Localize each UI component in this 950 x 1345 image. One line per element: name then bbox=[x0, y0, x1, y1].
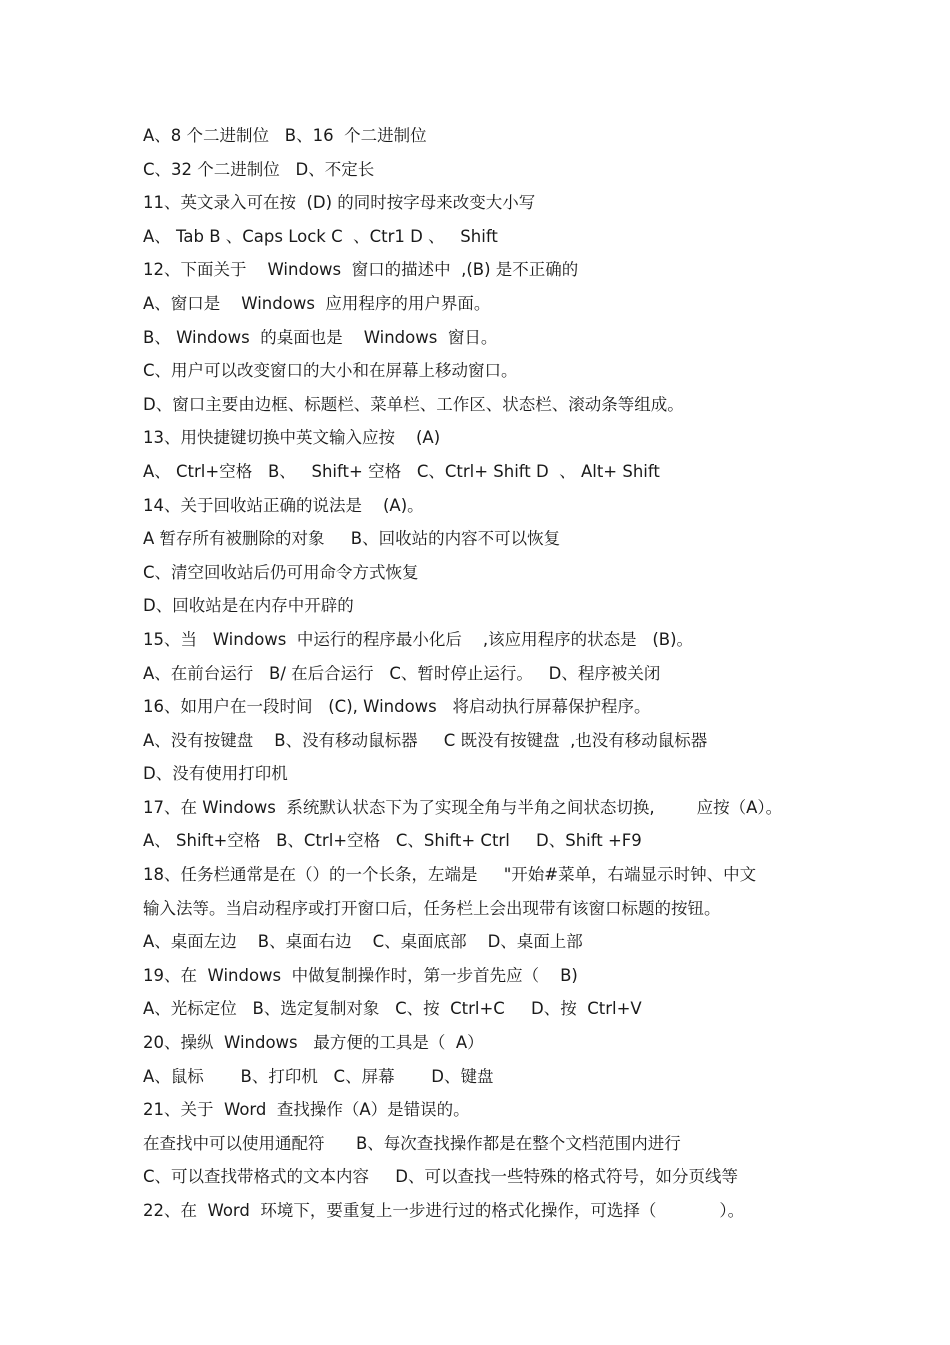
text-line: 20、操纵 Windows 最方便的工具是（ A） bbox=[143, 1033, 484, 1053]
text-line: A、窗口是 Windows 应用程序的用户界面。 bbox=[143, 293, 491, 313]
text-line: 在查找中可以使用通配符 B、每次查找操作都是在整个文档范围内进行 bbox=[143, 1133, 681, 1153]
document-body bbox=[143, 119, 823, 1228]
text-line: C、用户可以改变窗口的大小和在屏幕上移动窗口。 bbox=[143, 361, 518, 381]
text-line: B、 Windows 的桌面也是 Windows 窗日。 bbox=[143, 327, 498, 347]
text-line: A、 Shift+空格 B、Ctrl+空格 C、Shift+ Ctrl D、Shift +F9 bbox=[143, 831, 642, 851]
text-line: 21、关于 Word 查找操作（A）是错误的。 bbox=[143, 1100, 470, 1120]
text-line: 输入法等。当启动程序或打开窗口后，任务栏上会出现带有该窗口标题的按钮。 bbox=[143, 898, 721, 918]
text-line: D、没有使用打印机 bbox=[143, 764, 288, 784]
text-line: 19、在 Windows 中做复制操作时，第一步首先应（ B) bbox=[143, 965, 578, 985]
text-line: A、在前台运行 B/ 在后合运行 C、暂时停止运行。 D、程序被关闭 bbox=[143, 663, 661, 683]
text-line: A、 Ctrl+空格 B、 Shift+ 空格 C、Ctrl+ Shift D 、 Alt+ Shift bbox=[143, 461, 660, 481]
text-line: A、8 个二进制位 B、16 个二进制位 bbox=[143, 126, 427, 145]
text-line: A、 Tab B 、Caps Lock C 、Ctr1 D 、 Shift bbox=[143, 226, 498, 246]
text-line: 13、用快捷键切换中英文输入应按 (A) bbox=[143, 428, 441, 448]
text-line: A、光标定位 B、选定复制对象 C、按 Ctrl+C D、按 Ctrl+V bbox=[143, 999, 642, 1019]
text-line: A、鼠标 B、打印机 C、屏幕 D、键盘 bbox=[143, 1066, 494, 1086]
text-line: 18、任务栏通常是在（）的一个长条，左端是 "开始#菜单，右端显示时钟、中文 bbox=[143, 865, 757, 885]
text-line: D、回收站是在内存中开辟的 bbox=[143, 596, 354, 616]
text-line: C、可以查找带格式的文本内容 D、可以查找一些特殊的格式符号，如分页线等 bbox=[143, 1167, 738, 1187]
text-line: 16、如用户在一段时间 (C), Windows 将启动执行屏幕保护程序。 bbox=[143, 697, 651, 717]
text-line: 17、在 Windows 系统默认状态下为了实现全角与半角之间状态切换, 应按（A）。 bbox=[143, 797, 783, 817]
text-line: 14、关于回收站正确的说法是 (A)。 bbox=[143, 495, 424, 515]
text-line: A、桌面左边 B、桌面右边 C、桌面底部 D、桌面上部 bbox=[143, 932, 583, 952]
text-line: C、32 个二进制位 D、不定长 bbox=[143, 159, 375, 179]
text-line: A、没有按键盘 B、没有移动鼠标器 C 既没有按键盘 ,也没有移动鼠标器 bbox=[143, 730, 708, 750]
text-line: 22、在 Word 环境下，要重复上一步进行过的格式化操作，可选择（ ）。 bbox=[143, 1201, 745, 1220]
text-line: 12、下面关于 Windows 窗口的描述中 ,(B) 是不正确的 bbox=[143, 260, 579, 280]
text-line: C、清空回收站后仍可用命令方式恢复 bbox=[143, 562, 419, 582]
text-line: 11、英文录入可在按 (D) 的同时按字母来改变大小写 bbox=[143, 193, 536, 213]
text-line: D、窗口主要由边框、标题栏、菜单栏、工作区、状态栏、滚动条等组成。 bbox=[143, 394, 684, 414]
text-line: 15、当 Windows 中运行的程序最小化后 ,该应用程序的状态是 (B)。 bbox=[143, 629, 694, 649]
text-line: A 暂存所有被删除的对象 B、回收站的内容不可以恢复 bbox=[143, 529, 561, 549]
